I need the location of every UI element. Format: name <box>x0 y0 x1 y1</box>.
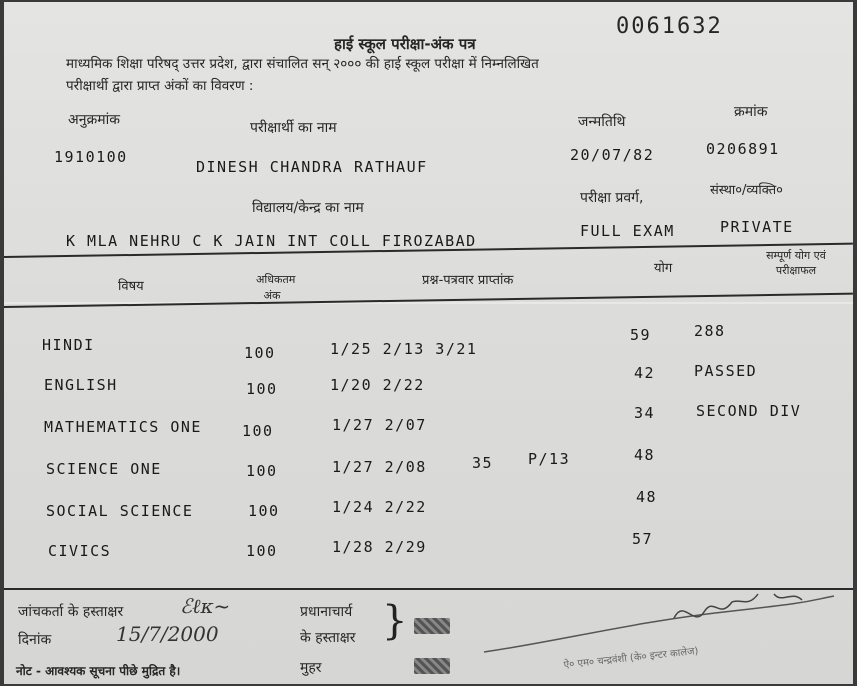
max-marks: 100 <box>248 502 280 520</box>
subject-total: 48 <box>636 488 658 506</box>
division: SECOND DIV <box>696 402 802 420</box>
footer-note: नोट - आवश्यक सूचना पीछे मुद्रित है। <box>16 664 181 678</box>
subject-total: 42 <box>634 364 656 382</box>
candidate-type: PRIVATE <box>720 218 794 236</box>
paper-marks: 1/28 2/29 <box>332 538 427 556</box>
candidate-name-label: परीक्षार्थी का नाम <box>250 120 337 136</box>
dob-label: जन्मतिथि <box>578 114 626 130</box>
principal-signature <box>474 582 844 682</box>
marksheet <box>4 2 853 684</box>
subject-total: 59 <box>630 326 652 344</box>
seal-label: मुहर <box>300 660 322 676</box>
max-marks: 100 <box>244 344 276 362</box>
max-marks-header: अधिकतम अंक <box>256 273 296 302</box>
paper-marks: 1/27 2/08 <box>332 458 427 476</box>
school-name: K MLA NEHRU C K JAIN INT COLL FIROZABAD <box>66 232 477 250</box>
school-label: विद्यालय/केन्द्र का नाम <box>252 200 364 216</box>
signature-stamp <box>414 618 450 634</box>
subject-name: HINDI <box>42 336 95 354</box>
serial-number: 0061632 <box>616 14 723 39</box>
intro-line-1: माध्यमिक शिक्षा परिषद् उत्तर प्रदेश, द्वारा संचालित सन् २००० की हाई स्कूल परीक्षा में निम्नलिखित <box>66 56 539 72</box>
roll-number: 1910100 <box>54 148 128 166</box>
practical-marks: P/13 <box>528 450 571 468</box>
date-of-birth: 20/07/82 <box>570 146 655 164</box>
table-header-rule <box>4 293 853 308</box>
date-label: दिनांक <box>18 632 52 648</box>
subject-name: ENGLISH <box>44 376 118 394</box>
subject-total: 34 <box>634 404 656 422</box>
paper-marks: 1/27 2/07 <box>332 416 427 434</box>
extra-paper-marks: 35 <box>472 454 494 472</box>
roll-number-label: अनुक्रमांक <box>68 112 120 128</box>
serial-label: क्रमांक <box>734 104 768 120</box>
seal-stamp <box>414 658 450 674</box>
grand-total-header: सम्पूर्ण योग एवं परीक्षाफल <box>766 249 826 277</box>
brace-symbol: } <box>382 598 408 644</box>
paper-marks: 1/25 2/13 3/21 <box>330 340 478 358</box>
paper-marks: 1/20 2/22 <box>330 376 425 394</box>
result-status: PASSED <box>694 362 758 380</box>
subject-total: 57 <box>632 530 654 548</box>
subject-name: MATHEMATICS ONE <box>44 418 202 436</box>
max-marks: 100 <box>246 542 278 560</box>
category-label: परीक्षा प्रवर्ग, <box>580 190 644 206</box>
subject-name: SOCIAL SCIENCE <box>46 502 194 520</box>
subject-total: 48 <box>634 446 656 464</box>
max-marks: 100 <box>246 462 278 480</box>
exam-category: FULL EXAM <box>580 222 675 240</box>
subject-name: SCIENCE ONE <box>46 460 162 478</box>
checker-signature: ℰℓκ~ <box>180 594 231 618</box>
intro-line-2: परीक्षार्थी द्वारा प्राप्त अंकों का विवरण : <box>66 78 254 94</box>
paper-marks: 1/24 2/22 <box>332 498 427 516</box>
principal-label-line2: के हस्ताक्षर <box>300 630 356 646</box>
paper-marks-header: प्रश्न-पत्रवार प्राप्तांक <box>422 273 514 288</box>
serial-no: 0206891 <box>706 140 780 158</box>
principal-label-line1: प्रधानाचार्य <box>300 604 353 620</box>
candidate-name: DINESH CHANDRA RATHAUF <box>196 158 428 176</box>
subject-name: CIVICS <box>48 542 112 560</box>
svg-text:ऐ० एम० चन्द्रवंशी (के० इन्टर क: ऐ० एम० चन्द्रवंशी (के० इन्टर कालेज) <box>563 645 699 671</box>
max-marks: 100 <box>246 380 278 398</box>
total-header: योग <box>654 261 673 276</box>
max-marks: 100 <box>242 422 274 440</box>
document-title: हाई स्कूल परीक्षा-अंक पत्र <box>334 35 476 53</box>
checker-signature-label: जांचकर्ता के हस्ताक्षर <box>18 604 124 620</box>
grand-total: 288 <box>694 322 726 340</box>
subject-header: विषय <box>118 279 144 294</box>
type-label: संस्था०/व्यक्ति० <box>710 183 783 198</box>
date-value: 15/7/2000 <box>116 622 219 646</box>
